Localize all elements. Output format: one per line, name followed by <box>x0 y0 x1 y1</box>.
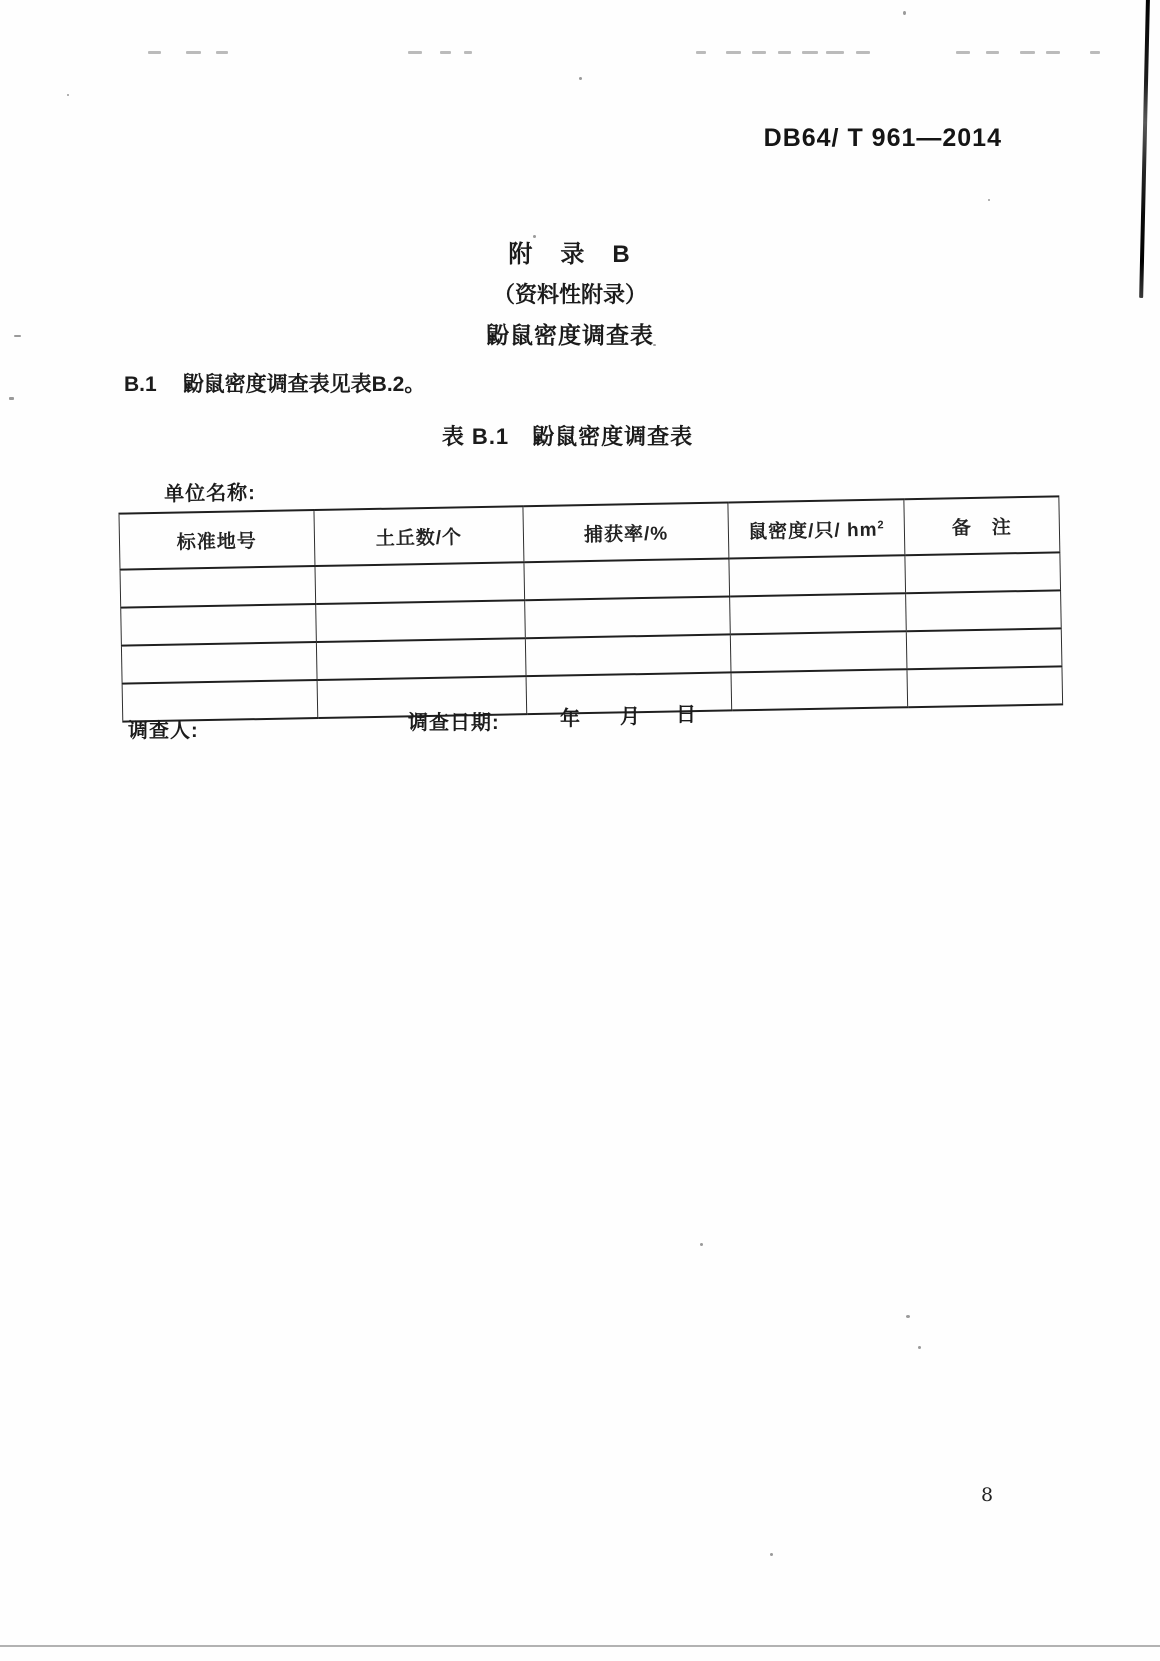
table-cell-empty <box>730 593 906 634</box>
table-cell-empty <box>905 552 1061 593</box>
table-body <box>120 552 1063 721</box>
surveyor-label: 调查人: <box>128 720 199 742</box>
table-cell-empty <box>316 638 526 680</box>
unit-superscript: 2 <box>877 518 885 531</box>
table-cell-empty <box>120 566 315 608</box>
page-number: 8 <box>981 1484 994 1506</box>
scan-dash <box>856 51 870 54</box>
scan-speck <box>579 77 582 80</box>
scan-dash <box>148 51 161 54</box>
scan-dash <box>986 51 999 54</box>
appendix-heading-block <box>0 234 1140 350</box>
survey-date-label: 调查日期: <box>408 712 500 734</box>
table-cell-empty <box>905 590 1061 631</box>
scan-dash <box>1090 51 1100 54</box>
scan-dash <box>186 51 201 54</box>
section-text: 鼢鼠密度调查表见表B.2。 <box>182 373 426 396</box>
year-label: 年 <box>560 708 581 730</box>
scan-dash <box>1020 51 1035 54</box>
table-cell-empty <box>525 596 731 638</box>
scan-edge-artifact <box>1139 0 1150 298</box>
scan-dash <box>440 51 451 54</box>
scan-speck <box>988 199 990 201</box>
scan-speck <box>906 1315 910 1318</box>
scan-speck <box>67 94 69 96</box>
table-cell-empty <box>729 555 905 596</box>
column-header-label: 标准地号 <box>176 530 258 554</box>
column-header-label: 土丘数/个 <box>375 526 463 550</box>
table-cell-empty <box>121 604 316 646</box>
month-label: 月 <box>620 706 641 728</box>
appendix-title: 附 录 B <box>508 241 632 268</box>
section-label: B.1 <box>124 373 157 396</box>
column-header-rat-density <box>728 499 905 558</box>
table-cell-empty <box>315 600 525 642</box>
section-b1 <box>124 368 425 398</box>
column-header-remarks <box>904 496 1060 555</box>
appendix-name: 鼢鼠密度调查表 <box>486 322 654 348</box>
survey-table-block <box>118 461 1063 722</box>
table-cell-empty <box>315 562 525 604</box>
scan-dash <box>464 51 472 54</box>
column-header-mound-count <box>314 506 525 566</box>
table-caption: 表 B.1 鼢鼠密度调查表 <box>441 424 694 449</box>
scan-dash <box>956 51 970 54</box>
day-label: 日 <box>676 704 697 726</box>
column-header-plot-id <box>119 510 315 570</box>
scan-dash <box>778 51 791 54</box>
scan-dash <box>216 51 228 54</box>
table-cell-empty <box>731 669 907 710</box>
appendix-subtitle: （资料性附录） <box>492 282 647 307</box>
scan-dash <box>1046 51 1060 54</box>
table-cell-empty <box>730 631 906 672</box>
scan-dash <box>752 51 766 54</box>
table-cell-empty <box>906 628 1062 669</box>
scan-dash <box>726 51 741 54</box>
scan-dash <box>802 51 818 54</box>
scan-dash <box>696 51 706 54</box>
column-header-label: 备 注 <box>951 516 1013 539</box>
table-cell-empty <box>526 634 732 676</box>
column-header-label: 捕获率/% <box>583 523 669 546</box>
scan-dash <box>826 51 844 54</box>
document-number: DB64/ T 961—2014 <box>763 124 1002 152</box>
unit-name-label: 单位名称: <box>163 482 257 506</box>
scan-speck <box>903 11 906 15</box>
column-header-label: 鼠密度/只/ hm <box>747 519 878 543</box>
table-cell-empty <box>121 642 316 684</box>
survey-table <box>118 495 1063 722</box>
table-cell-empty <box>524 558 730 600</box>
scan-dash <box>408 51 422 54</box>
scan-speck <box>700 1243 703 1246</box>
scan-speck <box>770 1553 773 1556</box>
scan-bottom-edge <box>0 1645 1160 1647</box>
scan-speck <box>918 1346 921 1349</box>
scan-speck <box>9 397 14 400</box>
table-cell-empty <box>907 666 1063 707</box>
column-header-capture-rate <box>523 502 729 562</box>
